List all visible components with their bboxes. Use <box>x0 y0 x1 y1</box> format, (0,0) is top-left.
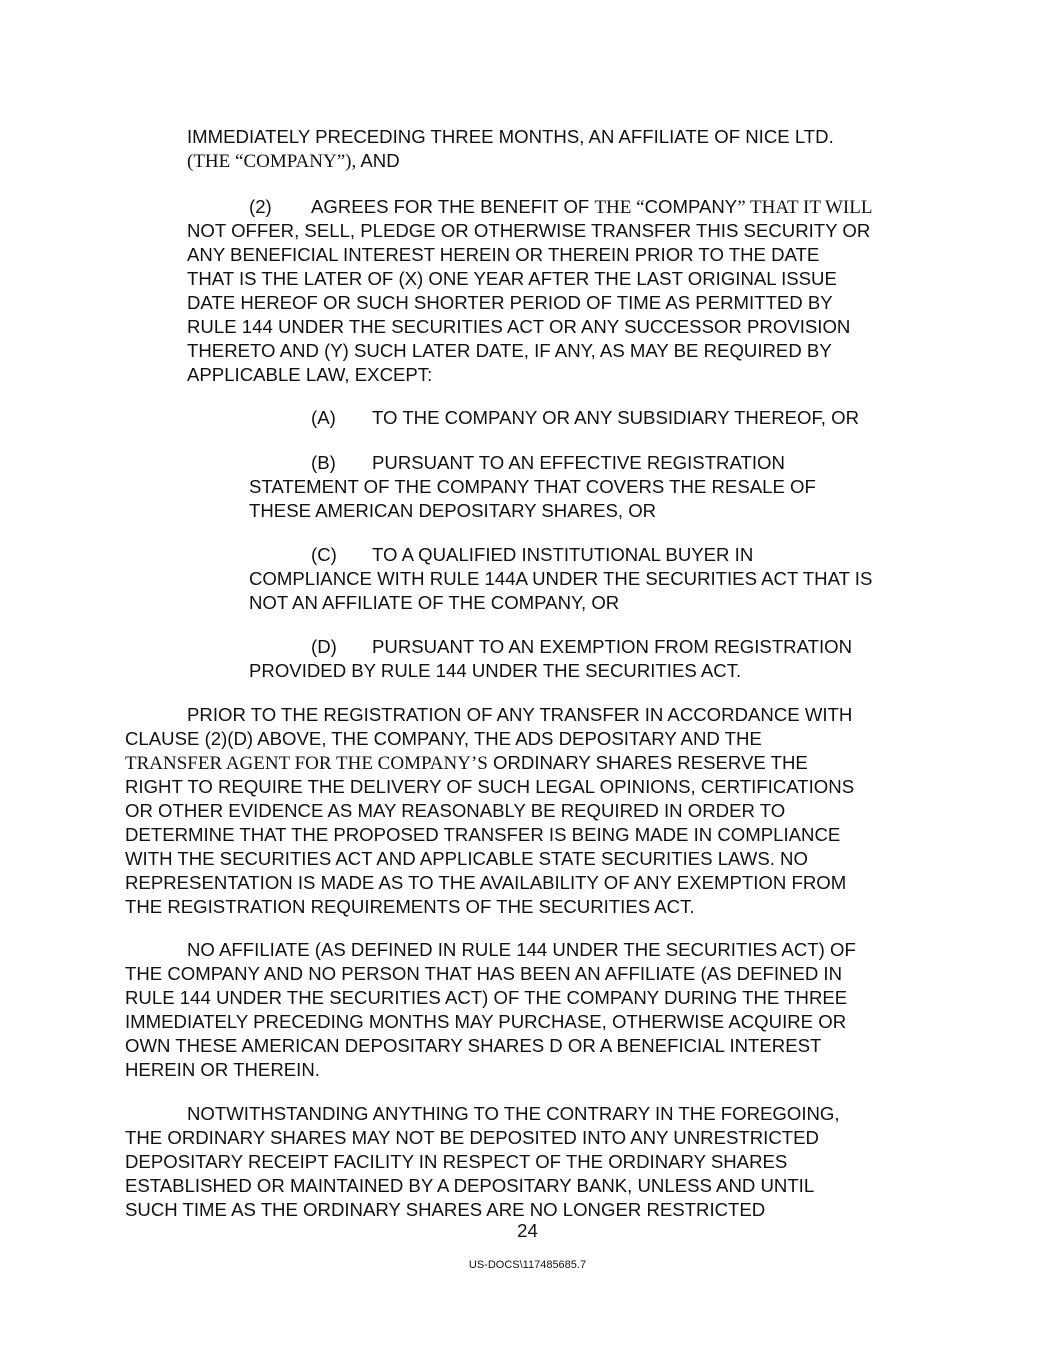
clause-a-text: TO THE COMPANY OR ANY SUBSIDIARY THEREOF, OR <box>372 407 860 428</box>
notw-line-1: NOTWITHSTANDING ANYTHING TO THE CONTRARY IN THE FOREGOING, <box>187 1103 840 1124</box>
prior-line: REPRESENTATION IS MADE AS TO THE AVAILABILITY OF ANY EXEMPTION FROM <box>125 872 847 893</box>
clause-b-number: (B) <box>311 452 336 473</box>
p2-line: RULE 144 UNDER THE SECURITIES ACT OR ANY SUCCESSOR PROVISION <box>187 316 851 337</box>
clause-b-line-3: THESE AMERICAN DEPOSITARY SHARES, OR <box>249 500 657 521</box>
p2-line: THERETO AND (Y) SUCH LATER DATE, IF ANY, AS MAY BE REQUIRED BY <box>187 340 832 361</box>
prior-line-3-serif: TRANSFER AGENT FOR THE COMPANY’S <box>125 753 488 774</box>
p2-line-1-d: ” THAT IT WILL <box>737 197 873 218</box>
prior-line: THE REGISTRATION REQUIREMENTS OF THE SECURITIES ACT. <box>125 896 695 917</box>
p1-line-2-rest: AND <box>356 150 400 171</box>
clause-d-text: PURSUANT TO AN EXEMPTION FROM REGISTRATION <box>372 636 853 657</box>
page-number: 24 <box>517 1220 538 1241</box>
footer-doc-id: US-DOCS\117485685.7 <box>468 1259 587 1271</box>
prior-line-2: CLAUSE (2)(D) ABOVE, THE COMPANY, THE ADS DEPOSITARY AND THE <box>125 728 762 749</box>
prior-line-1: PRIOR TO THE REGISTRATION OF ANY TRANSFER IN ACCORDANCE WITH <box>187 704 853 725</box>
clause-b-line-1 <box>311 451 785 475</box>
clause-c-line-3: NOT AN AFFILIATE OF THE COMPANY, OR <box>249 592 620 613</box>
clause-c-line-1 <box>311 543 753 567</box>
clause-c-number: (C) <box>311 544 337 565</box>
clause-d-line-1 <box>311 635 852 659</box>
p1-company-defined: (THE “COMPANY”), <box>187 151 357 172</box>
prior-line: RIGHT TO REQUIRE THE DELIVERY OF SUCH LEGAL OPINIONS, CERTIFICATIONS <box>125 776 855 797</box>
prior-line: DETERMINE THAT THE PROPOSED TRANSFER IS BEING MADE IN COMPLIANCE <box>125 824 841 845</box>
p1-line-2 <box>187 149 400 174</box>
p2-line-1-b: THE “ <box>594 197 645 218</box>
clause-c-line-2: COMPLIANCE WITH RULE 144A UNDER THE SECURITIES ACT THAT IS <box>249 568 873 589</box>
p2-line: DATE HEREOF OR SUCH SHORTER PERIOD OF TIME AS PERMITTED BY <box>187 292 833 313</box>
clause-b-line-2: STATEMENT OF THE COMPANY THAT COVERS THE RESALE OF <box>249 476 816 497</box>
p1-line-1-text: IMMEDIATELY PRECEDING THREE MONTHS, AN AFFILIATE OF NICE LTD. <box>187 126 834 147</box>
notw-line: SUCH TIME AS THE ORDINARY SHARES ARE NO LONGER RESTRICTED <box>125 1199 766 1220</box>
p2-line: ANY BENEFICIAL INTEREST HEREIN OR THEREIN PRIOR TO THE DATE <box>187 244 820 265</box>
p2-line-1-a: AGREES FOR THE BENEFIT OF <box>311 196 595 217</box>
prior-line-3 <box>125 751 808 776</box>
clause-c-text: TO A QUALIFIED INSTITUTIONAL BUYER IN <box>372 544 754 565</box>
p2-line: THAT IS THE LATER OF (X) ONE YEAR AFTER THE LAST ORIGINAL ISSUE <box>187 268 837 289</box>
clause-b-text: PURSUANT TO AN EFFECTIVE REGISTRATION <box>372 452 785 473</box>
prior-line: OR OTHER EVIDENCE AS MAY REASONABLY BE REQUIRED IN ORDER TO <box>125 800 786 821</box>
noaff-line: THE COMPANY AND NO PERSON THAT HAS BEEN AN AFFILIATE (AS DEFINED IN <box>125 963 843 984</box>
notw-line: ESTABLISHED OR MAINTAINED BY A DEPOSITARY BANK, UNLESS AND UNTIL <box>125 1175 815 1196</box>
noaff-line: RULE 144 UNDER THE SECURITIES ACT) OF THE COMPANY DURING THE THREE <box>125 987 848 1008</box>
noaff-line: OWN THESE AMERICAN DEPOSITARY SHARES D OR A BENEFICIAL INTEREST <box>125 1035 822 1056</box>
clause-d-number: (D) <box>311 636 337 657</box>
p2-line: APPLICABLE LAW, EXCEPT: <box>187 364 433 385</box>
noaff-line-1: NO AFFILIATE (AS DEFINED IN RULE 144 UNDER THE SECURITIES ACT) OF <box>187 939 856 960</box>
p2-line-1-c: COMPANY <box>644 196 738 217</box>
clause-2-number: (2) <box>249 196 272 217</box>
prior-line-3-rest: ORDINARY SHARES RESERVE THE <box>487 752 808 773</box>
noaff-line: IMMEDIATELY PRECEDING MONTHS MAY PURCHASE, OTHERWISE ACQUIRE OR <box>125 1011 847 1032</box>
clause-a <box>311 406 859 430</box>
notw-line: THE ORDINARY SHARES MAY NOT BE DEPOSITED INTO ANY UNRESTRICTED <box>125 1127 819 1148</box>
clause-d-line-2: PROVIDED BY RULE 144 UNDER THE SECURITIES ACT. <box>249 660 742 681</box>
p2-line-1 <box>249 195 872 220</box>
p1-line-1 <box>187 125 834 149</box>
noaff-line: HEREIN OR THEREIN. <box>125 1059 320 1080</box>
prior-line: WITH THE SECURITIES ACT AND APPLICABLE STATE SECURITIES LAWS. NO <box>125 848 808 869</box>
clause-a-number: (A) <box>311 407 336 428</box>
p2-line: NOT OFFER, SELL, PLEDGE OR OTHERWISE TRANSFER THIS SECURITY OR <box>187 220 871 241</box>
notw-line: DEPOSITARY RECEIPT FACILITY IN RESPECT OF THE ORDINARY SHARES <box>125 1151 788 1172</box>
